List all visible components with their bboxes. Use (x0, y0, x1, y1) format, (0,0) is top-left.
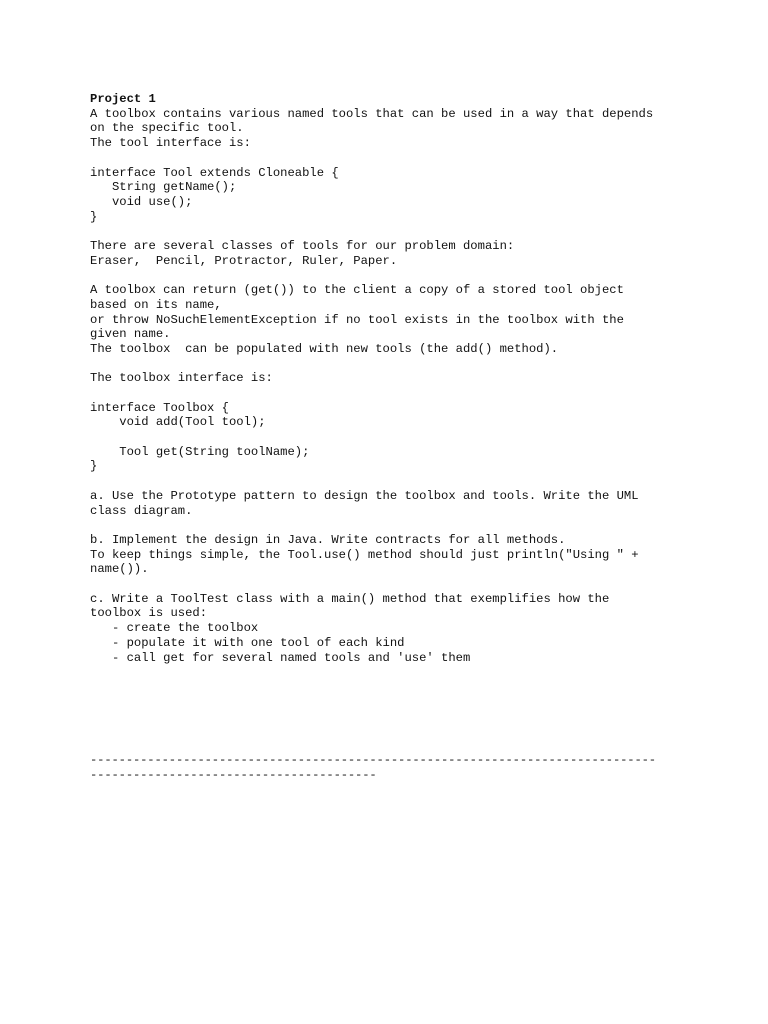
text-line: void add(Tool tool); (90, 415, 266, 430)
text-line: or throw NoSuchElementException if no tool exists in the toolbox with the (90, 312, 624, 327)
text-line: a. Use the Prototype pattern to design the toolbox and tools. Write the UML (90, 488, 639, 503)
text-line (90, 151, 690, 166)
text-line: name()). (90, 562, 149, 577)
text-line: The tool interface is: (90, 136, 251, 151)
text-line: - create the toolbox (90, 621, 259, 636)
text-line: Eraser, Pencil, Protractor, Ruler, Paper. (90, 253, 398, 268)
text-line (90, 577, 690, 592)
text-line: on the specific tool. (90, 121, 244, 136)
text-line: based on its name, (90, 297, 222, 312)
document-body (90, 92, 690, 783)
divider-line-1: ------------------------------------------------------------------------------- (90, 753, 656, 768)
text-line: The toolbox interface is: (90, 371, 273, 386)
divider-line-2: ---------------------------------------- (90, 768, 377, 783)
text-line (90, 724, 690, 739)
text-line: The toolbox can be populated with new tools (the add() method). (90, 341, 559, 356)
text-line: There are several classes of tools for our problem domain: (90, 239, 515, 253)
text-line (90, 357, 690, 372)
text-line: A toolbox contains various named tools that can be used in a way that depends (90, 106, 654, 121)
text-line: interface Toolbox { (90, 400, 229, 415)
text-line (90, 665, 690, 680)
text-line: Tool get(String toolName); (90, 444, 310, 459)
text-line: A toolbox can return (get()) to the client a copy of a stored tool object (90, 283, 624, 298)
text-line (90, 268, 690, 283)
document-title: Project 1 (90, 92, 156, 106)
text-line (90, 739, 690, 754)
text-line: class diagram. (90, 503, 193, 518)
text-line (90, 518, 690, 533)
text-line (90, 695, 690, 710)
text-line: given name. (90, 327, 171, 342)
text-line: b. Implement the design in Java. Write contracts for all methods. (90, 532, 566, 547)
text-line: c. Write a ToolTest class with a main() method that exemplifies how the (90, 591, 610, 606)
text-line: } (90, 459, 98, 474)
text-line: toolbox is used: (90, 606, 208, 621)
document-text (90, 107, 690, 754)
text-line (90, 430, 690, 445)
text-line (90, 224, 690, 239)
text-line: - populate it with one tool of each kind (90, 635, 405, 650)
text-line (90, 709, 690, 724)
text-line (90, 474, 690, 489)
text-line: To keep things simple, the Tool.use() method should just println("Using " + (90, 547, 639, 562)
text-line: } (90, 209, 98, 224)
text-line: interface Tool extends Cloneable { (90, 165, 339, 180)
text-line (90, 386, 690, 401)
text-line: - call get for several named tools and 'use' them (90, 650, 471, 665)
text-line: void use(); (90, 194, 193, 209)
text-line (90, 680, 690, 695)
text-line: String getName(); (90, 180, 237, 195)
